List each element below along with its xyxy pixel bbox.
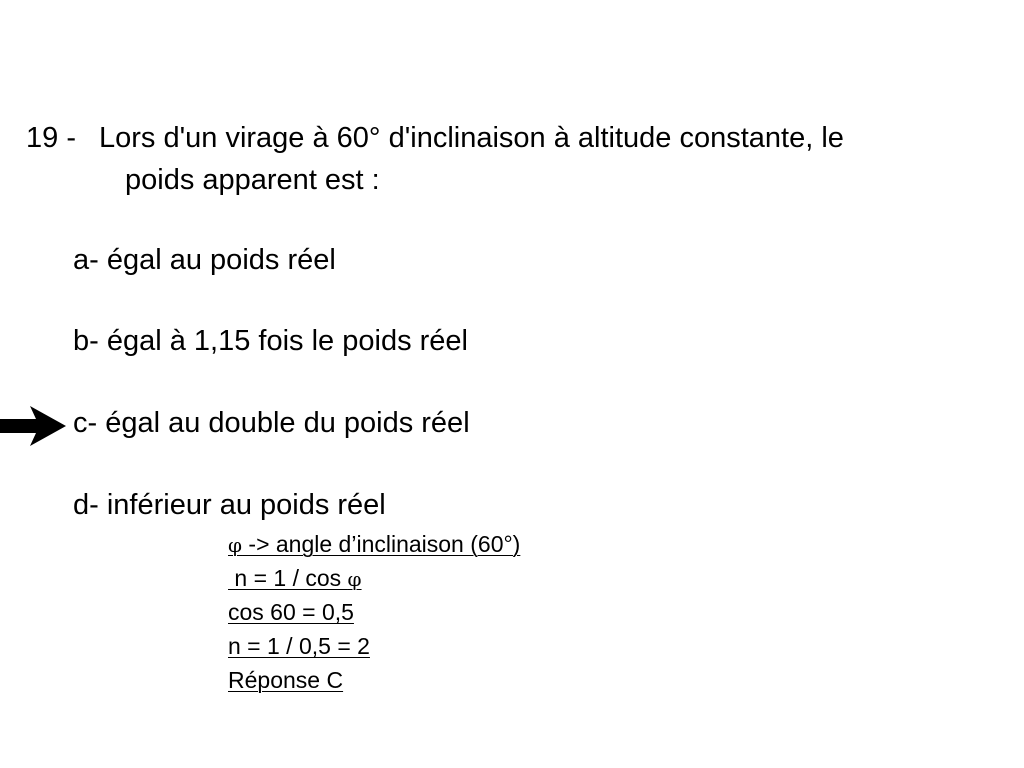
note-line-1-text: -> angle d’inclinaison (60°) (242, 531, 521, 557)
answer-d-text: inférieur au poids réel (106, 489, 386, 521)
answer-c-text: égal au double du poids réel (105, 407, 470, 439)
answer-d-letter: d- (73, 489, 99, 521)
note-line-4 (228, 632, 370, 660)
answer-a-text: égal au poids réel (106, 244, 336, 276)
note-line-2-text: n = 1 / cos (228, 565, 348, 591)
note-line-1 (228, 530, 520, 559)
question-line-1 (26, 121, 844, 155)
note-line-5 (228, 666, 343, 694)
note-line-3-text: cos 60 = 0,5 (228, 599, 354, 625)
answer-a (73, 243, 336, 277)
question-line-2 (125, 163, 380, 197)
right-arrow-icon (0, 404, 66, 448)
answer-b-text: égal à 1,15 fois le poids réel (106, 325, 468, 357)
question-text-line-2: poids apparent est : (125, 164, 380, 196)
answer-b (73, 324, 468, 358)
note-line-5-text: Réponse C (228, 667, 344, 693)
phi-symbol: φ (228, 533, 243, 557)
note-line-2 (228, 564, 362, 593)
phi-symbol: φ (347, 567, 362, 591)
answer-a-letter: a- (73, 244, 99, 276)
answer-b-letter: b- (73, 325, 99, 357)
question-text-line-1: Lors d'un virage à 60° d'inclinaison à altitude constante, le (99, 122, 844, 154)
answer-d (73, 488, 386, 522)
answer-c-letter: c- (73, 407, 98, 439)
answer-c (73, 406, 470, 440)
note-line-4-text: n = 1 / 0,5 = 2 (228, 633, 370, 659)
question-number: 19 - (26, 122, 76, 154)
note-line-3 (228, 598, 354, 626)
